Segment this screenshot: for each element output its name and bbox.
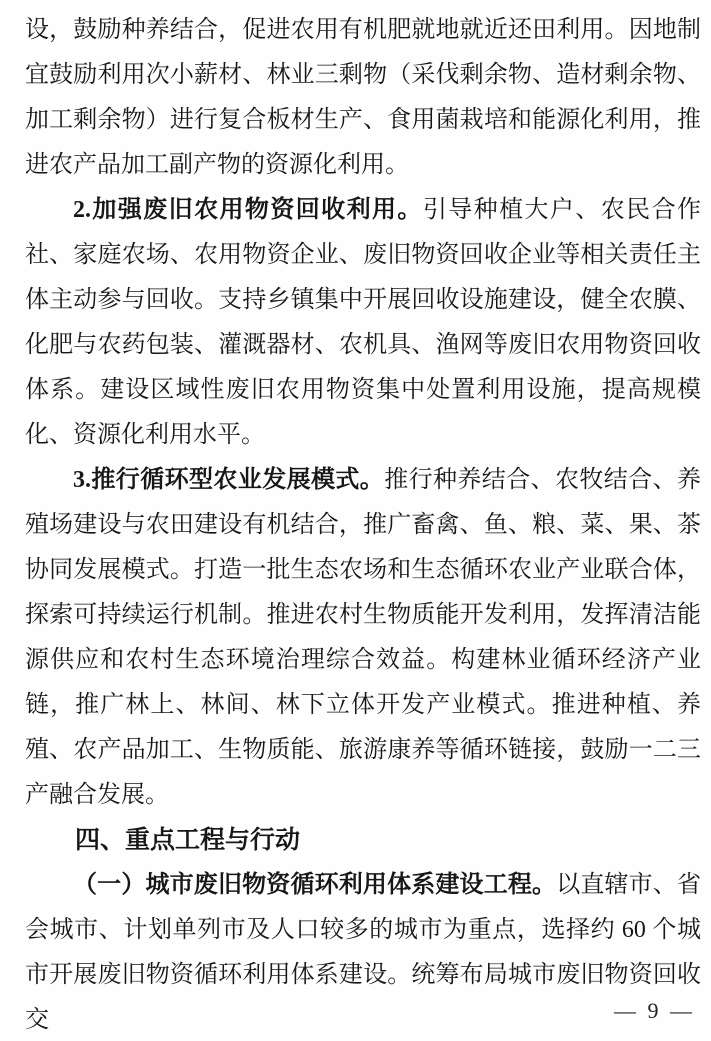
text-run: 以直辖市、省会城市、计划单列市及人口较多的城市为重点，选择约 60 个城市开展废旧物资循环利用体系建设。统筹布局城市废旧物资回收交 (25, 872, 702, 1033)
document-body (25, 8, 701, 1041)
text-run-bold: 四、重点工程与行动 (75, 826, 301, 854)
text-run-bold: （一）城市废旧物资循环利用体系建设工程。 (73, 872, 557, 898)
paragraph (25, 863, 701, 1041)
text-run-bold: 2.加强废旧农用物资回收利用。 (73, 197, 423, 223)
paragraph (25, 8, 701, 188)
text-run: 设，鼓励种养结合，促进农用有机肥就地就近还田利用。因地制宜鼓励利用次小薪材、林业三剩物（采伐剩余物、造材剩余物、加工剩余物）进行复合板材生产、食用菌栽培和能源化利用，推进农产品加工副产物的资源化利用。 (25, 17, 701, 178)
page-number: — 9 — (614, 998, 695, 1023)
text-run: 引导种植大户、农民合作社、家庭农场、农用物资企业、废旧物资回收企业等相关责任主体主动参与回收。支持乡镇集中开展回收设施建设，健全农膜、化肥与农药包装、灌溉器材、农机具、渔网等废旧农用物资回收体系。建设区域性废旧农用物资集中处置利用设施，提高规模化、资源化利用水平。 (25, 197, 702, 448)
paragraph (25, 188, 701, 458)
paragraph (25, 458, 701, 818)
text-run-bold: 3.推行循环型农业发展模式。 (73, 467, 385, 493)
section-heading (25, 818, 701, 863)
text-run: 推行种养结合、农牧结合、养殖场建设与农田建设有机结合，推广畜禽、鱼、粮、菜、果、茶协同发展模式。打造一批生态农场和生态循环农业产业联合体，探索可持续运行机制。推进农村生物质能开发利用，发挥清洁能源供应和农村生态环境治理综合效益。构建林业循环经济产业链，推广林上、林间、林下立体开发产业模式。推进种植、养殖、农产品加工、生物质能、旅游康养等循环链接，鼓励一二三产融合发展。 (25, 467, 702, 808)
